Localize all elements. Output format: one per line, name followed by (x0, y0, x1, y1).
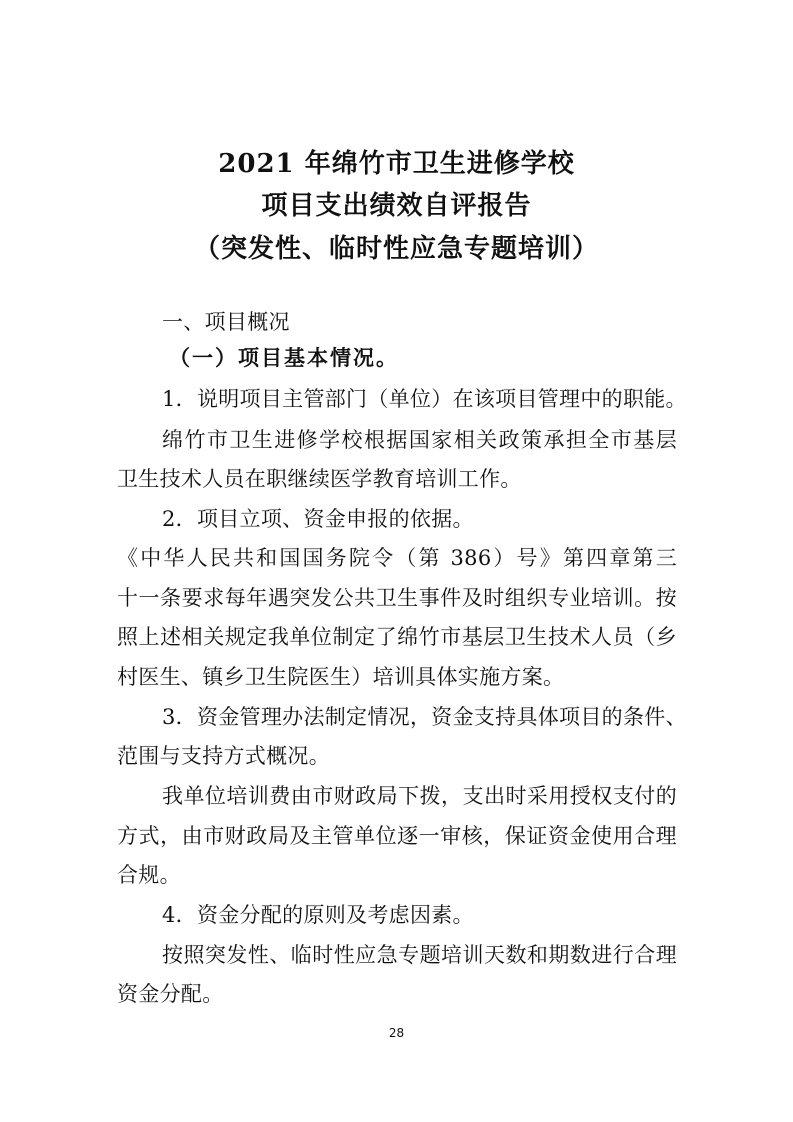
item-2-title: 2．项目立项、资金申报的依据。 (162, 507, 474, 531)
item-2-body-line-4: 村医生、镇乡卫生院医生）培训具体实施方案。 (117, 665, 565, 689)
report-title-line-3: （突发性、临时性应急专题培训） (193, 234, 599, 264)
item-4-body-line-2: 资金分配。 (117, 982, 224, 1006)
item-3-title-line-2: 范围与支持方式概况。 (117, 744, 330, 768)
item-2-body-line-2: 十一条要求每年遇突发公共卫生事件及时组织专业培训。按 (117, 586, 677, 610)
item-1-body-line-2: 卫生技术人员在职继续医学教育培训工作。 (117, 467, 522, 491)
item-4-title: 4．资金分配的原则及考虑因素。 (162, 903, 474, 927)
report-title-line-1: 2021 年绵竹市卫生进修学校 (218, 149, 575, 179)
item-3-body-line-2: 方式，由市财政局及主管单位逐一审核，保证资金使用合理 (117, 824, 677, 848)
item-2-body-line-3: 照上述相关规定我单位制定了绵竹市基层卫生技术人员（乡 (117, 625, 677, 649)
item-2-body-line-1: 《中华人民共和国国务院令（第 386）号》第四章第三 (117, 546, 677, 570)
item-1-title: 1．说明项目主管部门（单位）在该项目管理中的职能。 (162, 387, 687, 411)
report-title-line-2: 项目支出绩效自评报告 (261, 191, 532, 221)
item-3-title-line-1: 3．资金管理办法制定情况，资金支持具体项目的条件、 (162, 705, 687, 729)
item-3-body-line-3: 合规。 (117, 863, 181, 887)
item-1-body-line-1: 绵竹市卫生进修学校根据国家相关政策承担全市基层 (162, 428, 677, 452)
section-heading: 一、项目概况 (162, 310, 290, 334)
page-number: 28 (388, 1026, 405, 1040)
item-4-body-line-1: 按照突发性、临时性应急专题培训天数和期数进行合理 (162, 943, 677, 967)
subsection-heading: （一）项目基本情况。 (169, 346, 399, 370)
item-3-body-line-1: 我单位培训费由市财政局下拨，支出时采用授权支付的 (162, 784, 677, 808)
